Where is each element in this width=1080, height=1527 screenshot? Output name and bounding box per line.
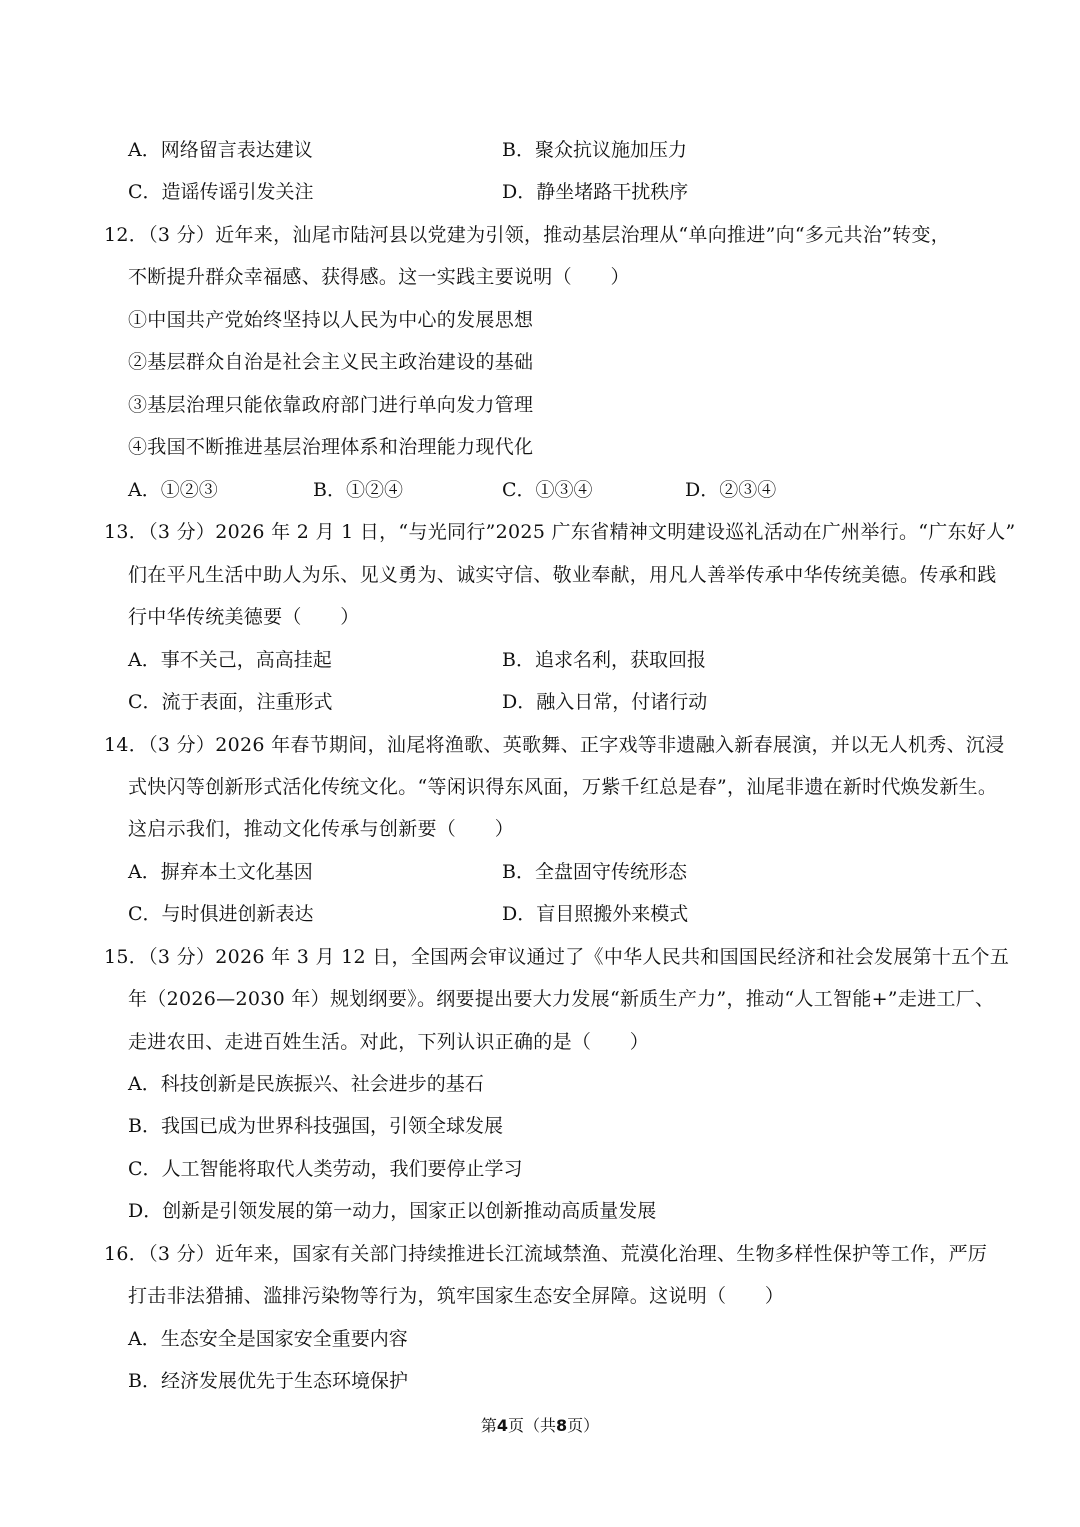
q13-option-d: D．融入日常，付诸行动 [502,691,708,713]
q15-option-a: A．科技创新是民族振兴、社会进步的基石 [128,1073,484,1095]
q12-option-a: A．①②③ [128,479,218,501]
q16-stem-line-1: 16．（3 分）近年来，国家有关部门持续推进长江流域禁渔、荒漠化治理、生物多样性保护等工作，严厉 [104,1243,988,1265]
q13-stem-line-1: 13．（3 分）2026 年 2 月 1 日，“与光同行”2025 广东省精神文明建设巡礼活动在广州举行。“广东好人” [104,521,1016,543]
q14-stem-line-2: 式快闪等创新形式活化传统文化。“等闲识得东风面，万紫千红总是春”，汕尾非遗在新时代焕发新生。 [128,776,998,798]
footer-middle: 页（共 [507,1416,556,1435]
q12-stem-line-2: 不断提升群众幸福感、获得感。这一实践主要说明（ ） [128,266,630,288]
q14-stem-line-3: 这启示我们，推动文化传承与创新要（ ） [128,818,515,840]
q12-option-c: C．①③④ [502,479,593,501]
q12-option-b: B．①②④ [313,479,403,501]
q11-option-c: C．造谣传谣引发关注 [128,181,314,203]
footer-total-pages: 8 [556,1416,568,1435]
q13-stem-line-3: 行中华传统美德要（ ） [128,606,360,628]
q12-option-d: D．②③④ [685,479,777,501]
q12-statement-4: ④我国不断推进基层治理体系和治理能力现代化 [128,436,534,458]
q11-option-b: B．聚众抗议施加压力 [502,139,687,161]
q11-option-a: A．网络留言表达建议 [128,139,313,161]
q11-option-d: D．静坐堵路干扰秩序 [502,181,689,203]
footer-prefix: 第 [480,1416,497,1435]
q15-stem-line-3: 走进农田、走进百姓生活。对此，下列认识正确的是（ ） [128,1031,650,1053]
q14-option-d: D．盲目照搬外来模式 [502,903,689,925]
page-footer [0,1414,1080,1438]
q14-option-a: A．摒弃本土文化基因 [128,861,313,883]
footer-suffix: 页） [567,1416,600,1435]
q12-statement-2: ②基层群众自治是社会主义民主政治建设的基础 [128,351,534,373]
q15-stem-line-2: 年（2026—2030 年）规划纲要》。纲要提出要大力发展“新质生产力”，推动“人工智能+”走进工厂、 [128,988,995,1010]
q15-stem-line-1: 15．（3 分）2026 年 3 月 12 日，全国两会审议通过了《中华人民共和国国民经济和社会发展第十五个五 [104,946,1010,968]
q15-option-b: B．我国已成为世界科技强国，引领全球发展 [128,1115,503,1137]
q15-option-d: D．创新是引领发展的第一动力，国家正以创新推动高质量发展 [128,1200,657,1222]
q13-stem-line-2: 们在平凡生活中助人为乐、见义勇为、诚实守信、敬业奉献，用凡人善举传承中华传统美德。传承和践 [128,564,997,586]
q12-statement-1: ①中国共产党始终坚持以人民为中心的发展思想 [128,309,534,331]
q13-option-c: C．流于表面，注重形式 [128,691,333,713]
q13-option-b: B．追求名利，获取回报 [502,649,706,671]
q14-option-b: B．全盘固守传统形态 [502,861,687,883]
q12-stem-line-1: 12．（3 分）近年来，汕尾市陆河县以党建为引领，推动基层治理从“单向推进”向“多元共治”转变， [104,224,951,246]
q14-stem-line-1: 14．（3 分）2026 年春节期间，汕尾将渔歌、英歌舞、正字戏等非遗融入新春展演，并以无人机秀、沉浸 [104,734,1005,756]
q13-option-a: A．事不关己，高高挂起 [128,649,332,671]
q12-statement-3: ③基层治理只能依靠政府部门进行单向发力管理 [128,394,534,416]
q16-stem-line-2: 打击非法猎捕、滥排污染物等行为，筑牢国家生态安全屏障。这说明（ ） [128,1285,785,1307]
q14-option-c: C．与时俱进创新表达 [128,903,314,925]
q16-option-a: A．生态安全是国家安全重要内容 [128,1328,408,1350]
footer-page-number: 4 [496,1416,508,1435]
q15-option-c: C．人工智能将取代人类劳动，我们要停止学习 [128,1158,523,1180]
q16-option-b: B．经济发展优先于生态环境保护 [128,1370,408,1392]
